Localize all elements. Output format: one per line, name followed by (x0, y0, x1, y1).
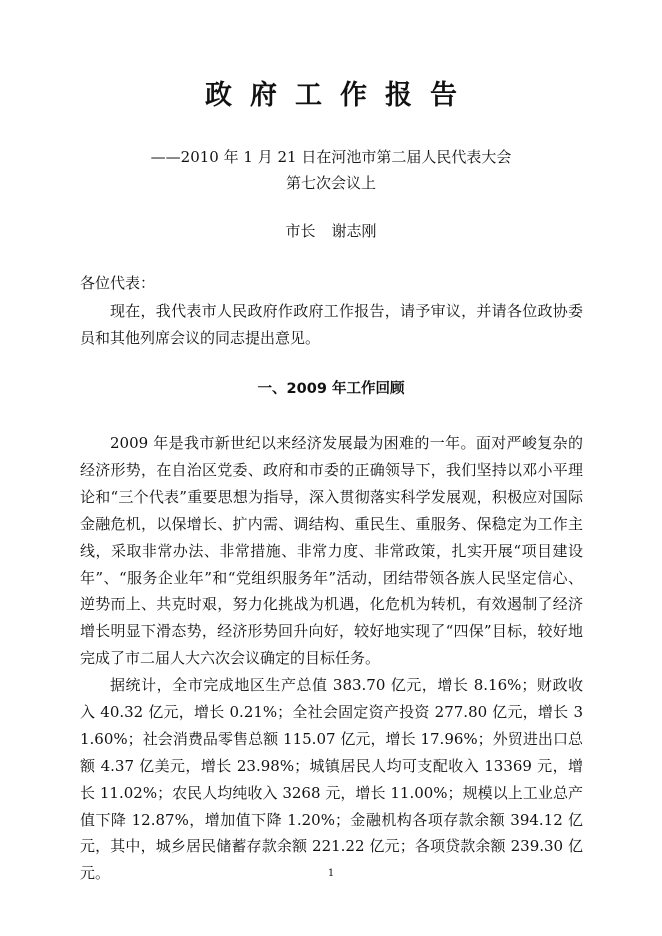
page-number: 1 (327, 868, 335, 879)
section-heading: 一、2009 年工作回顾 (257, 381, 405, 397)
body-paragraph: 2009 年是我市新世纪以来经济发展最为困难的一年。面对严峻复杂的经济形势，在自治区党委、政府和市委的正确领导下，我们坚持以邓小平理论和“三个代表”重要思想为指导，深入贯彻落实科学发展观，积极应对国际金融危机，以保增长、扩内需、调结构、重民生、重服务、保稳定为工作主线，采取非常办法、非常措施、非常力度、非常政策，扎实开展“项目建设年”、“服务企业年”和“党组织服务年”活动，团结带领各族人民坚定信心、逆势而上、共克时艰，努力化挑战为机遇，化危机为转机，有效遏制了经济增长明显下滑态势，经济形势回升向好，较好地实现了“四保”目标，较好地完成了市二届人大六次会议确定的目标任务。 (80, 434, 583, 668)
subtitle-line-2: 第七次会议上 (285, 174, 376, 192)
salutation: 各位代表： (80, 274, 156, 292)
intro-paragraph: 现在，我代表市人民政府作政府工作报告，请予审议，并请各位政协委员和其他列席会议的同志提出意见。 (80, 302, 583, 347)
author-line (0, 220, 662, 242)
author-role: 市长 (285, 222, 316, 240)
document-title: 政府工作报告 (205, 80, 475, 111)
author-name: 谢志刚 (331, 222, 377, 240)
body-paragraph: 据统计，全市完成地区生产总值 383.70 亿元，增长 8.16%；财政收入 40.32 亿元，增长 0.21%；全社会固定资产投资 277.80 亿元，增长 31.60%；社会消费品零售总额 115.07 亿元，增长 17.96%；外贸进出口总额 4.37 亿美元，增长 23.98%；城镇居民人均可支配收入 13369 元，增长 11.02%；农民人均纯收入 3268 元，增长 11.00%；规模以上工业总产值下降 12.87%，增加值下降 1.20%；金融机构各项存款余额 394.12 亿元，其中，城乡居民储蓄存款余额 221.22 亿元；各项贷款余额 239.30 亿元。 (80, 676, 583, 883)
subtitle-line-1: ——2010 年 1 月 21 日在河池市第二届人民代表大会 (150, 148, 512, 166)
